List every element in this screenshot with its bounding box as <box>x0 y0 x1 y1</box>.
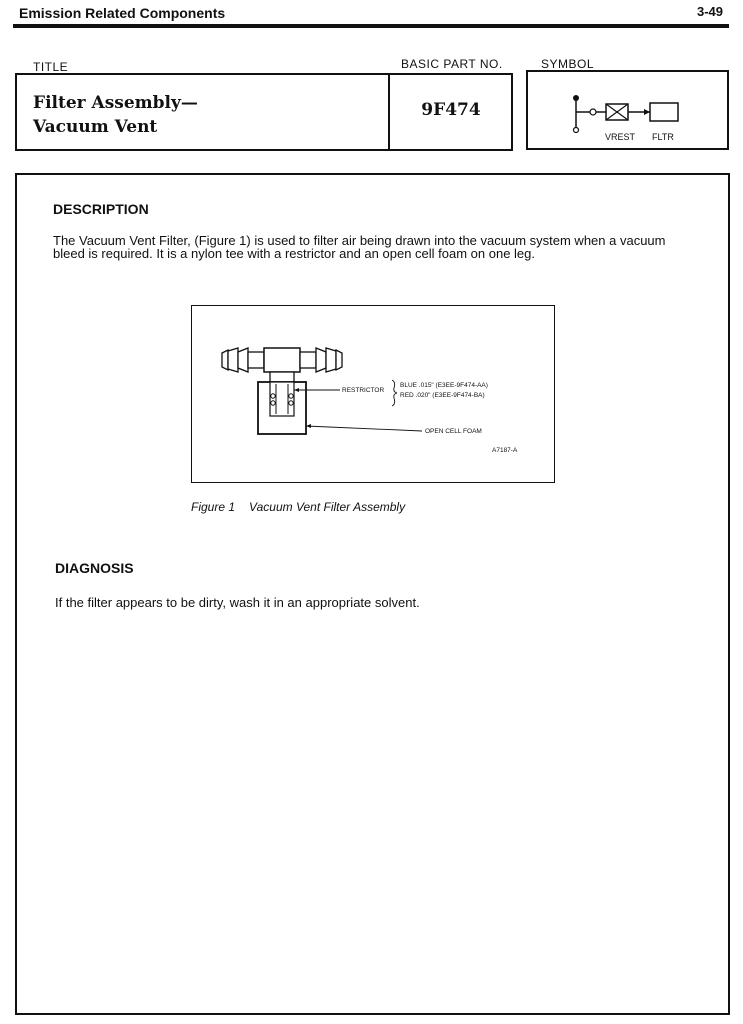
tee-body <box>264 348 300 372</box>
left-barb <box>228 348 238 372</box>
content-box <box>15 173 730 1015</box>
header-rule <box>13 24 729 28</box>
restrictor-label: RESTRICTOR <box>342 387 385 394</box>
figure-caption <box>191 500 405 514</box>
figure-id: A7187-A <box>492 447 518 454</box>
left-barb-2 <box>238 348 248 372</box>
restrictor-orifice-b <box>271 401 275 405</box>
restrictor-red-spec: RED .020" (E3EE-9F474-BA) <box>400 392 485 399</box>
figure-caption-text: Vacuum Vent Filter Assembly <box>249 500 406 514</box>
right-barb-2 <box>326 348 336 372</box>
page-number: 3-49 <box>696 4 723 19</box>
symbol-vrest-label: VREST <box>605 132 636 142</box>
right-barb-tip <box>336 350 342 370</box>
foam-label: OPEN CELL FOAM <box>425 428 482 435</box>
symbol-box <box>526 70 729 150</box>
left-tube <box>248 352 264 368</box>
component-title <box>33 91 373 139</box>
section-title: Emission Related Components <box>19 5 226 21</box>
description-heading: DESCRIPTION <box>53 201 149 217</box>
restrictor-blue-spec: BLUE .015" (E3EE-9F474-AA) <box>400 382 488 389</box>
diagnosis-text: If the filter appears to be dirty, wash it in an appropriate solvent. <box>55 595 420 610</box>
restrictor-brace <box>392 380 397 406</box>
part-number: 9F474 <box>421 100 481 120</box>
part-number-label: BASIC PART NO. <box>401 57 503 71</box>
description-text: The Vacuum Vent Filter, (Figure 1) is used to filter air being drawn into the vacuum system when a vacuum bleed is required. It is a nylon tee with a restrictor and an open cell foam on one leg. <box>53 233 666 261</box>
vent-filter-symbol <box>528 72 731 152</box>
symbol-fltr-label: FLTR <box>652 132 674 142</box>
foam-leader <box>306 426 422 431</box>
left-barb-tip <box>222 350 228 370</box>
figure-1 <box>191 305 555 483</box>
right-tube <box>300 352 316 368</box>
right-barb <box>316 348 326 372</box>
component-title-line1: Filter Assembly— <box>33 93 198 113</box>
title-divider <box>388 73 390 151</box>
figure-caption-number: Figure 1 <box>191 500 236 514</box>
restrictor-orifice-c <box>289 394 293 398</box>
restrictor-orifice-d <box>289 401 293 405</box>
title-label: TITLE <box>33 60 69 74</box>
filter-symbol <box>650 103 678 121</box>
vacuum-vent-filter-illustration <box>192 306 554 482</box>
diagnosis-heading: DIAGNOSIS <box>55 560 134 576</box>
symbol-arrow <box>644 109 650 115</box>
restrictor-insert <box>270 382 294 416</box>
restrictor-orifice-a <box>271 394 275 398</box>
symbol-orifice <box>590 109 596 115</box>
symbol-dot-bottom <box>574 128 579 133</box>
component-title-line2: Vacuum Vent <box>33 117 158 137</box>
symbol-label: SYMBOL <box>541 57 595 71</box>
tee-neck <box>270 372 294 382</box>
